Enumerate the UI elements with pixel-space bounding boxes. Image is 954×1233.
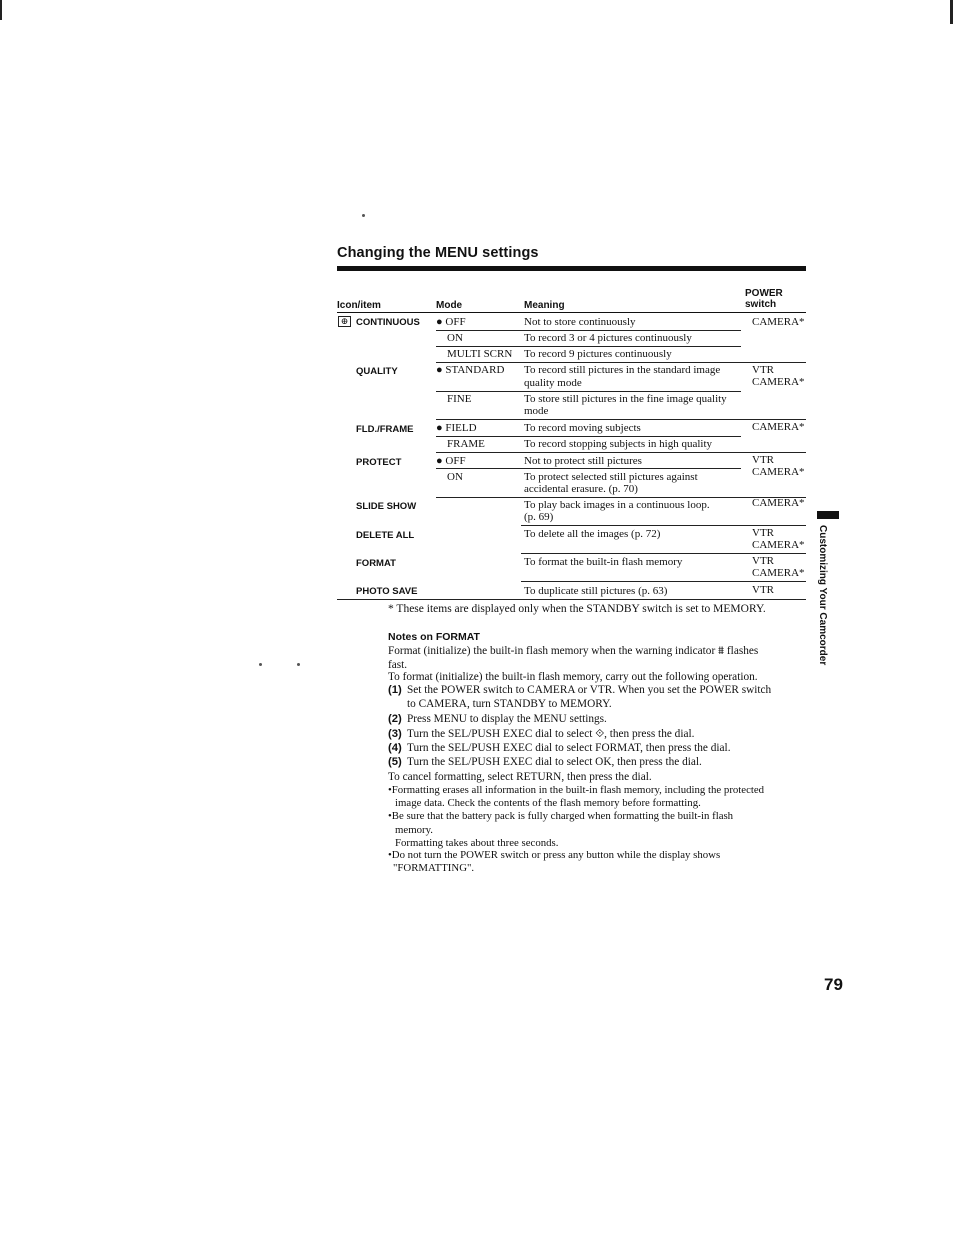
step-number: (5) bbox=[388, 756, 402, 768]
scan-speck bbox=[362, 214, 365, 217]
row-divider bbox=[521, 553, 806, 554]
header-power-line1: POWER bbox=[745, 288, 783, 299]
step-text: Press MENU to display the MENU settings. bbox=[407, 713, 607, 725]
meaning-cell: accidental erasure. (p. 70) bbox=[524, 483, 638, 495]
bullet-text: memory. bbox=[395, 824, 433, 836]
scan-speck bbox=[259, 663, 262, 666]
camera-frames-icon: ⊕ bbox=[338, 316, 351, 327]
header-rule bbox=[337, 312, 806, 313]
warning-indicator-icon: ⩩ bbox=[718, 645, 725, 657]
power-cell: VTR bbox=[752, 555, 774, 567]
step-text-row bbox=[407, 728, 694, 742]
row-divider bbox=[436, 452, 806, 453]
power-cell: CAMERA* bbox=[752, 466, 805, 478]
section-tab-label: Customizing Your Camcorder bbox=[817, 525, 828, 666]
mode-cell: ● FIELD bbox=[436, 422, 477, 434]
step-text: Set the POWER switch to CAMERA or VTR. When you set the POWER switch bbox=[407, 684, 772, 696]
mode-cell: FINE bbox=[447, 393, 472, 405]
step-text: Turn the SEL/PUSH EXEC dial to select bbox=[407, 728, 593, 740]
step-number: (1) bbox=[388, 684, 402, 696]
meaning-cell: (p. 69) bbox=[524, 511, 554, 523]
camera-frames-icon: ⟐ bbox=[595, 728, 605, 740]
cancel-text: To cancel formatting, select RETURN, then press the dial. bbox=[388, 771, 652, 783]
step-number: (3) bbox=[388, 728, 402, 740]
notes-text: To format (initialize) the built-in flash memory, carry out the following operation. bbox=[388, 671, 758, 683]
notes-heading: Notes on FORMAT bbox=[388, 631, 480, 643]
header-power-line2: switch bbox=[745, 299, 777, 310]
meaning-cell: To record 9 pictures continuously bbox=[524, 348, 672, 360]
row-divider bbox=[436, 419, 806, 420]
footnote: * These items are displayed only when the STANDBY switch is set to MEMORY. bbox=[388, 603, 766, 615]
row-divider bbox=[436, 346, 741, 347]
power-cell: CAMERA* bbox=[752, 539, 805, 551]
item-slide-show: SLIDE SHOW bbox=[356, 501, 417, 512]
meaning-cell: Not to protect still pictures bbox=[524, 455, 642, 467]
section-tab-marker bbox=[817, 511, 839, 519]
item-format: FORMAT bbox=[356, 558, 396, 569]
meaning-cell: To record stopping subjects in high quality bbox=[524, 438, 713, 450]
scan-edge-mark bbox=[0, 0, 2, 20]
meaning-cell: To store still pictures in the fine image quality bbox=[524, 393, 727, 405]
scan-edge-mark-right bbox=[950, 0, 953, 24]
step-number: (4) bbox=[388, 742, 402, 754]
bullet-text: •Do not turn the POWER switch or press any button while the display shows bbox=[388, 849, 721, 861]
meaning-cell: To record 3 or 4 pictures continuously bbox=[524, 332, 692, 344]
row-divider bbox=[436, 362, 806, 363]
row-divider bbox=[436, 497, 806, 498]
mode-cell: ON bbox=[447, 471, 463, 483]
bullet-text: •Be sure that the battery pack is fully charged when formatting the built-in flash bbox=[388, 810, 734, 822]
header-icon-item: Icon/item bbox=[337, 300, 381, 311]
row-divider bbox=[436, 391, 741, 392]
notes-paragraph bbox=[388, 645, 758, 659]
mode-cell: MULTI SCRN bbox=[447, 348, 513, 360]
meaning-cell: To format the built-in flash memory bbox=[524, 556, 683, 568]
meaning-cell: To play back images in a continuous loop. bbox=[524, 499, 710, 511]
item-fld-frame: FLD./FRAME bbox=[356, 424, 414, 435]
table-bottom-rule bbox=[337, 599, 806, 600]
power-cell: CAMERA* bbox=[752, 316, 805, 328]
row-divider bbox=[436, 436, 741, 437]
step-text: Turn the SEL/PUSH EXEC dial to select FORMAT, then press the dial. bbox=[407, 742, 731, 754]
row-divider bbox=[436, 330, 741, 331]
power-cell: CAMERA* bbox=[752, 376, 805, 388]
row-divider bbox=[521, 525, 806, 526]
meaning-cell: mode bbox=[524, 405, 549, 417]
notes-text: flashes bbox=[726, 645, 759, 657]
header-mode: Mode bbox=[436, 300, 463, 311]
section-title: Changing the MENU settings bbox=[337, 245, 539, 261]
power-cell: VTR bbox=[752, 584, 774, 596]
power-cell: CAMERA* bbox=[752, 567, 805, 579]
meaning-cell: quality mode bbox=[524, 377, 582, 389]
meaning-cell: To duplicate still pictures (p. 63) bbox=[524, 585, 668, 597]
step-text: , then press the dial. bbox=[604, 728, 695, 740]
power-cell: VTR bbox=[752, 454, 774, 466]
row-divider bbox=[521, 581, 806, 582]
row-divider bbox=[436, 468, 741, 469]
meaning-cell: To record still pictures in the standard image bbox=[524, 364, 721, 376]
item-protect: PROTECT bbox=[356, 457, 402, 468]
meaning-cell: To record moving subjects bbox=[524, 422, 641, 434]
meaning-cell: To protect selected still pictures against bbox=[524, 471, 698, 483]
item-delete-all: DELETE ALL bbox=[356, 530, 415, 541]
mode-cell: FRAME bbox=[447, 438, 485, 450]
notes-text: fast. bbox=[388, 659, 408, 671]
step-text: to CAMERA, turn STANDBY to MEMORY. bbox=[407, 698, 612, 710]
header-meaning: Meaning bbox=[524, 300, 565, 311]
power-cell: CAMERA* bbox=[752, 421, 805, 433]
meaning-cell: To delete all the images (p. 72) bbox=[524, 528, 661, 540]
power-cell: CAMERA* bbox=[752, 497, 805, 509]
item-quality: QUALITY bbox=[356, 366, 398, 377]
mode-cell: ● OFF bbox=[436, 316, 466, 328]
mode-cell: ● STANDARD bbox=[436, 364, 505, 376]
step-text: Turn the SEL/PUSH EXEC dial to select OK, then press the dial. bbox=[407, 756, 702, 768]
bullet-text: •Formatting erases all information in the built-in flash memory, including the protected bbox=[388, 784, 765, 796]
power-cell: VTR bbox=[752, 364, 774, 376]
mode-cell: ● OFF bbox=[436, 455, 466, 467]
meaning-cell: Not to store continuously bbox=[524, 316, 636, 328]
page-number: 79 bbox=[824, 975, 843, 994]
power-cell: VTR bbox=[752, 527, 774, 539]
bullet-text: "FORMATTING". bbox=[393, 862, 475, 874]
mode-cell: ON bbox=[447, 332, 463, 344]
step-number: (2) bbox=[388, 713, 402, 725]
bullet-text: Formatting takes about three seconds. bbox=[395, 837, 559, 849]
scan-speck bbox=[297, 663, 300, 666]
item-photo-save: PHOTO SAVE bbox=[356, 586, 418, 597]
title-rule bbox=[337, 266, 806, 271]
notes-text: Format (initialize) the built-in flash memory when the warning indicator bbox=[388, 645, 716, 657]
item-continuous: CONTINUOUS bbox=[356, 317, 420, 328]
bullet-text: image data. Check the contents of the flash memory before formatting. bbox=[395, 797, 701, 809]
